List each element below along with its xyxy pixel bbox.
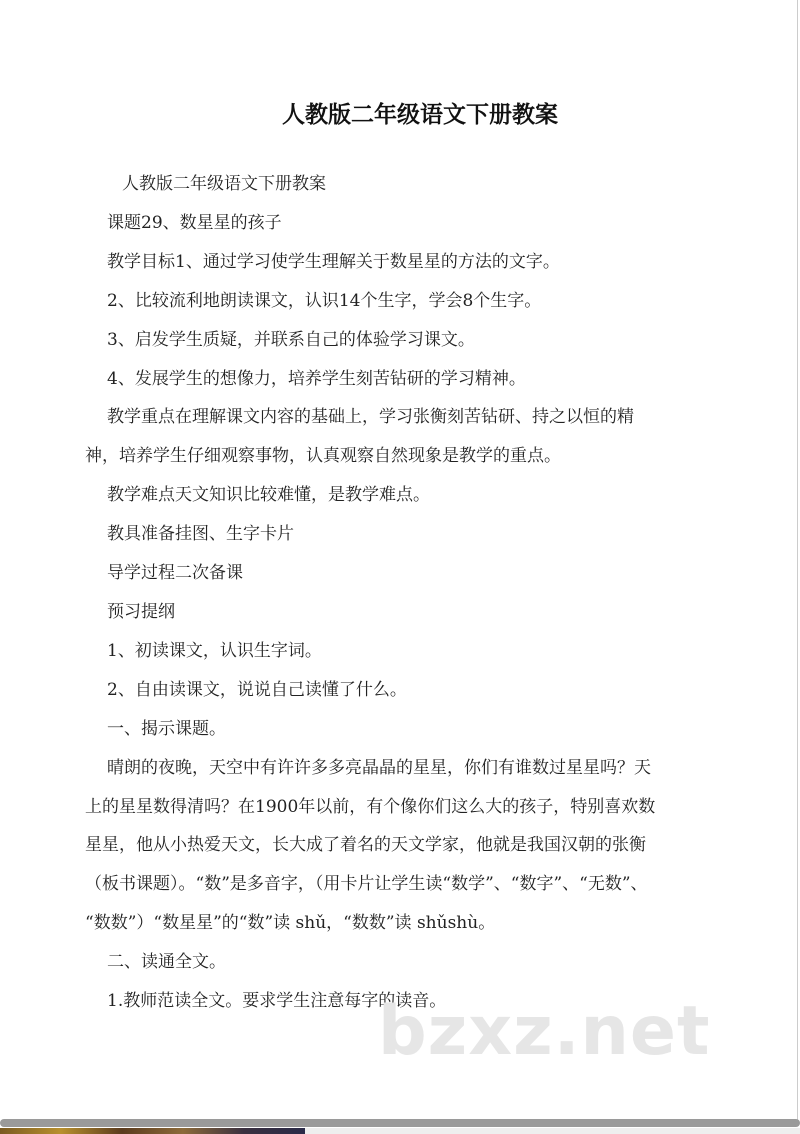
text-line: 3、启发学生质疑，并联系自己的体验学习课文。 bbox=[107, 329, 475, 350]
text-line: 教具准备挂图、生字卡片 bbox=[107, 524, 294, 545]
text-line: 预习提纲 bbox=[107, 601, 175, 622]
text-line: 上的星星数得清吗？在1900年以前，有个像你们这么大的孩子，特别喜欢数 bbox=[85, 796, 656, 817]
taskbar bbox=[0, 1128, 800, 1134]
text-line: 2、比较流利地朗读课文，认识14个生字，学会8个生字。 bbox=[107, 290, 542, 311]
taskbar-thumbnail bbox=[0, 1128, 305, 1134]
text-line: 教学难点天文知识比较难懂，是教学难点。 bbox=[107, 485, 430, 506]
document-body bbox=[85, 165, 735, 1021]
text-line: （板书课题）。“数”是多音字，（用卡片让学生读“数学”、“数字”、“无数”、 bbox=[85, 874, 648, 895]
page-edge bbox=[797, 0, 798, 1120]
text-line: 4、发展学生的想像力，培养学生刻苦钻研的学习精神。 bbox=[107, 368, 526, 389]
text-line: 晴朗的夜晚，天空中有许许多多亮晶晶的星星，你们有谁数过星星吗？天 bbox=[107, 757, 651, 778]
text-line: 教学重点在理解课文内容的基础上，学习张衡刻苦钻研、持之以恒的精 bbox=[107, 407, 634, 428]
text-line: 课题29、数星星的孩子 bbox=[107, 212, 282, 233]
watermark: bzxz.net bbox=[378, 992, 711, 1071]
text-line: 1.教师范读全文。要求学生注意每字的读音。 bbox=[107, 991, 447, 1012]
text-line: 人教版二年级语文下册教案 bbox=[122, 174, 326, 194]
horizontal-scrollbar[interactable] bbox=[0, 1119, 800, 1127]
text-line: 星星，他从小热爱天文，长大成了着名的天文学家，他就是我国汉朝的张衡 bbox=[85, 835, 646, 856]
document-title: 人教版二年级语文下册教案 bbox=[282, 102, 558, 128]
text-line: 导学过程二次备课 bbox=[107, 563, 243, 584]
text-line: 二、读通全文。 bbox=[107, 952, 226, 973]
text-line: 1、初读课文，认识生字词。 bbox=[107, 640, 322, 661]
text-line: 2、自由读课文，说说自己读懂了什么。 bbox=[107, 679, 407, 700]
text-line: 神，培养学生仔细观察事物，认真观察自然现象是教学的重点。 bbox=[85, 446, 561, 467]
text-line: 一、揭示课题。 bbox=[107, 718, 226, 739]
text-line: 教学目标1、通过学习使学生理解关于数星星的方法的文字。 bbox=[107, 251, 560, 272]
text-line: “数数”）“数星星”的“数”读 shǔ，“数数”读 shǔshù。 bbox=[85, 913, 496, 934]
